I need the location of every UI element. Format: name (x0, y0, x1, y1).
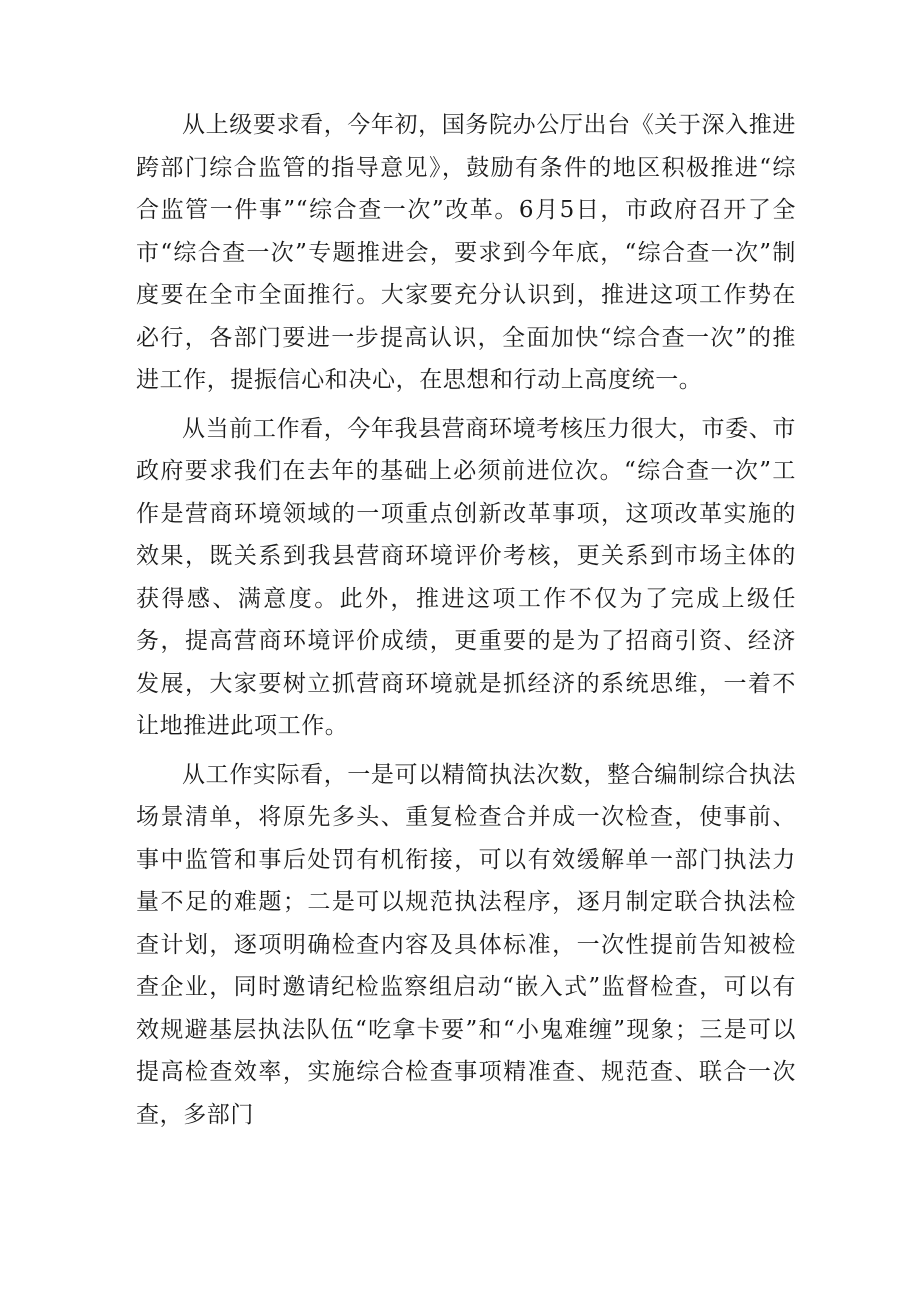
paragraph-work-practice: 从工作实际看，一是可以精简执法次数，整合编制综合执法场景清单，将原先多头、重复检查合并成一次检查，使事前、事中监管和事后处罚有机衔接，可以有效缓解单一部门执法力量不足的难题；二是可以规范执法程序，逐月制定联合执法检查计划，逐项明确检查内容及具体标准，一次性提前告知被检查企业，同时邀请纪检监察组启动“嵌入式”监督检查，可以有效规避基层执法队伍“吃拿卡要”和“小鬼难缠”现象；三是可以提高检查效率，实施综合检查事项精准查、规范查、联合一次查，多部门 (136, 761, 796, 1128)
paragraph-current-work: 从当前工作看，今年我县营商环境考核压力很大，市委、市政府要求我们在去年的基础上必须前进位次。“综合查一次”工作是营商环境领域的一项重点创新改革事项，这项改革实施的效果，既关系到我县营商环境评价考核，更关系到市场主体的获得感、满意度。此外，推进这项工作不仅为了完成上级任务，提高营商环境评价成绩，更重要的是为了招商引资、经济发展，大家要树立抓营商环境就是抓经济的系统思维，一着不让地推进此项工作。 (136, 415, 796, 739)
document-body (136, 104, 796, 1142)
paragraph-superior-requirements: 从上级要求看，今年初，国务院办公厅出台《关于深入推进跨部门综合监管的指导意见》，鼓励有条件的地区积极推进“综合监管一件事”“综合查一次”改革。6月5日，市政府召开了全市“综合查一次”专题推进会，要求到今年底，“综合查一次”制度要在全市全面推行。大家要充分认识到，推进这项工作势在必行，各部门要进一步提高认识，全面加快“综合查一次”的推进工作，提振信心和决心，在思想和行动上高度统一。 (136, 112, 796, 393)
